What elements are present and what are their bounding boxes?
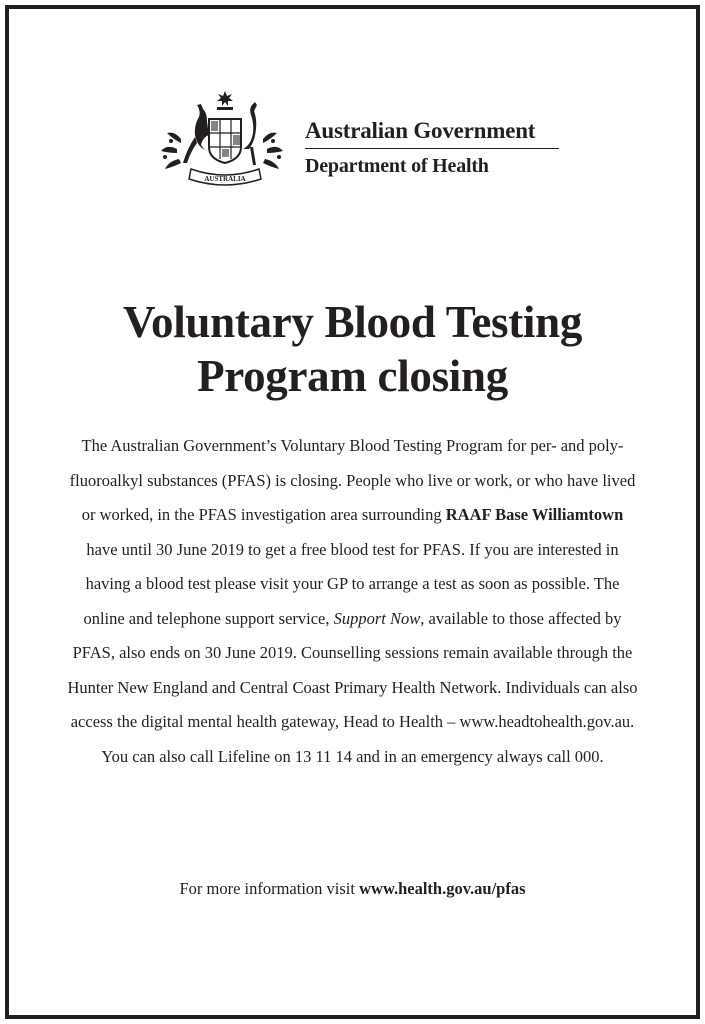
crest-scroll-text: AUSTRALIA: [204, 175, 246, 183]
department-name: Department of Health: [305, 155, 489, 177]
notice-title-line-2: Program closing: [197, 351, 508, 401]
notice-body-text-2: have until 30 June 2019 to get a free blood test for PFAS. If you are interested in having a blood test please visit your GP to arrange a test as soon as possible. The online and telephone support service,: [83, 539, 620, 628]
government-name: Australian Government: [305, 118, 536, 143]
notice-body-location: RAAF Base Williamtown: [445, 505, 624, 524]
wordmark-divider: [305, 148, 559, 149]
more-info-line: [9, 877, 696, 901]
more-info-prefix: For more information visit: [179, 879, 360, 898]
notice-frame: [5, 5, 700, 1019]
notice-title-line-1: Voluntary Blood Testing: [122, 297, 583, 347]
notice-body-text-3: , available to those affected by PFAS, also ends on 30 June 2019. Counselling sessions remain available through the Hunter New England and Central Coast Primary Health Network. Individuals can also access the digital mental health gateway, Head to Health – www.headtohealth.gov.au. You can also call Lifeline on 13 11 14 and in an emergency always call 000.: [67, 608, 638, 766]
notice-body: [67, 429, 638, 774]
more-info-link[interactable]: www.health.gov.au/pfas: [359, 879, 526, 898]
notice-body-service-name: Support Now: [333, 608, 421, 628]
government-logo: [157, 89, 567, 199]
coat-of-arms-icon: [157, 89, 287, 194]
notice-body-text-1: The Australian Government’s Voluntary Blood Testing Program for per- and poly-fluoroalkyl substances (PFAS) is closing. People who live or work, or who have lived or worked, in the PFAS investigation area surrounding: [69, 436, 636, 524]
government-wordmark: [305, 117, 563, 179]
notice-title: [9, 295, 696, 403]
